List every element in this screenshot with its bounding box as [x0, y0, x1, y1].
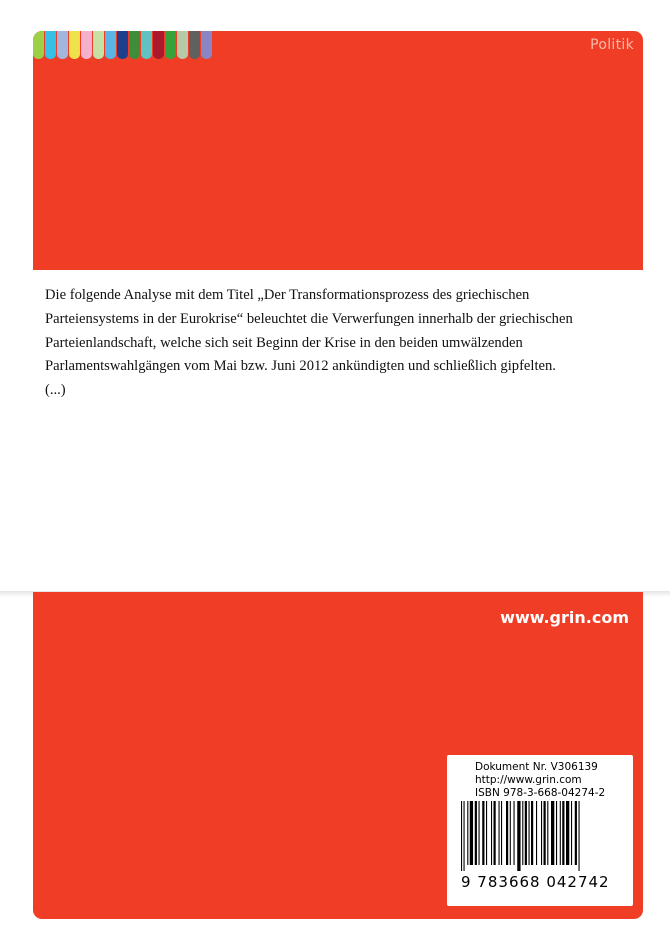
barcode-meta [475, 761, 605, 800]
publisher-url: http://www.grin.com [475, 774, 582, 786]
color-tab [117, 31, 128, 59]
blurb-ellipsis: (...) [45, 382, 66, 399]
top-color-block [33, 31, 643, 270]
barcode-digits: 9 783668 042742 [461, 873, 610, 891]
publisher-website[interactable]: www.grin.com [500, 608, 629, 627]
blurb-paragraph: Die folgende Analyse mit dem Titel „Der Transformationsprozess des griechischen Parteiensystems in der Eurokrise“ beleuchtet die Verwerfungen innerhalb der griechischen Parteienlandschaft, welche sich seit Beginn der Krise in den beiden umwälzenden Parlamentswahlgängen vom Mai bzw. Juni 2012 ankündigten und schließlich gipfelten. [45, 287, 573, 375]
color-tab [177, 31, 188, 59]
category-label: Politik [590, 37, 634, 53]
document-number: Dokument Nr. V306139 [475, 761, 598, 773]
color-tab [201, 31, 212, 59]
color-tab [141, 31, 152, 59]
color-tabs [33, 31, 213, 61]
color-tab [45, 31, 56, 59]
color-tab [93, 31, 104, 59]
color-tab [129, 31, 140, 59]
color-tab [165, 31, 176, 59]
blurb-text [45, 284, 625, 403]
color-tab [105, 31, 116, 59]
color-tab [57, 31, 68, 59]
color-tab [189, 31, 200, 59]
color-tab [153, 31, 164, 59]
bottom-color-block [33, 592, 643, 919]
color-tab [81, 31, 92, 59]
isbn-number: ISBN 978-3-668-04274-2 [475, 787, 606, 799]
barcode-icon [459, 801, 623, 871]
color-tab [33, 31, 44, 59]
book-back-cover [33, 31, 643, 919]
color-tab [69, 31, 80, 59]
barcode-box [447, 755, 633, 906]
